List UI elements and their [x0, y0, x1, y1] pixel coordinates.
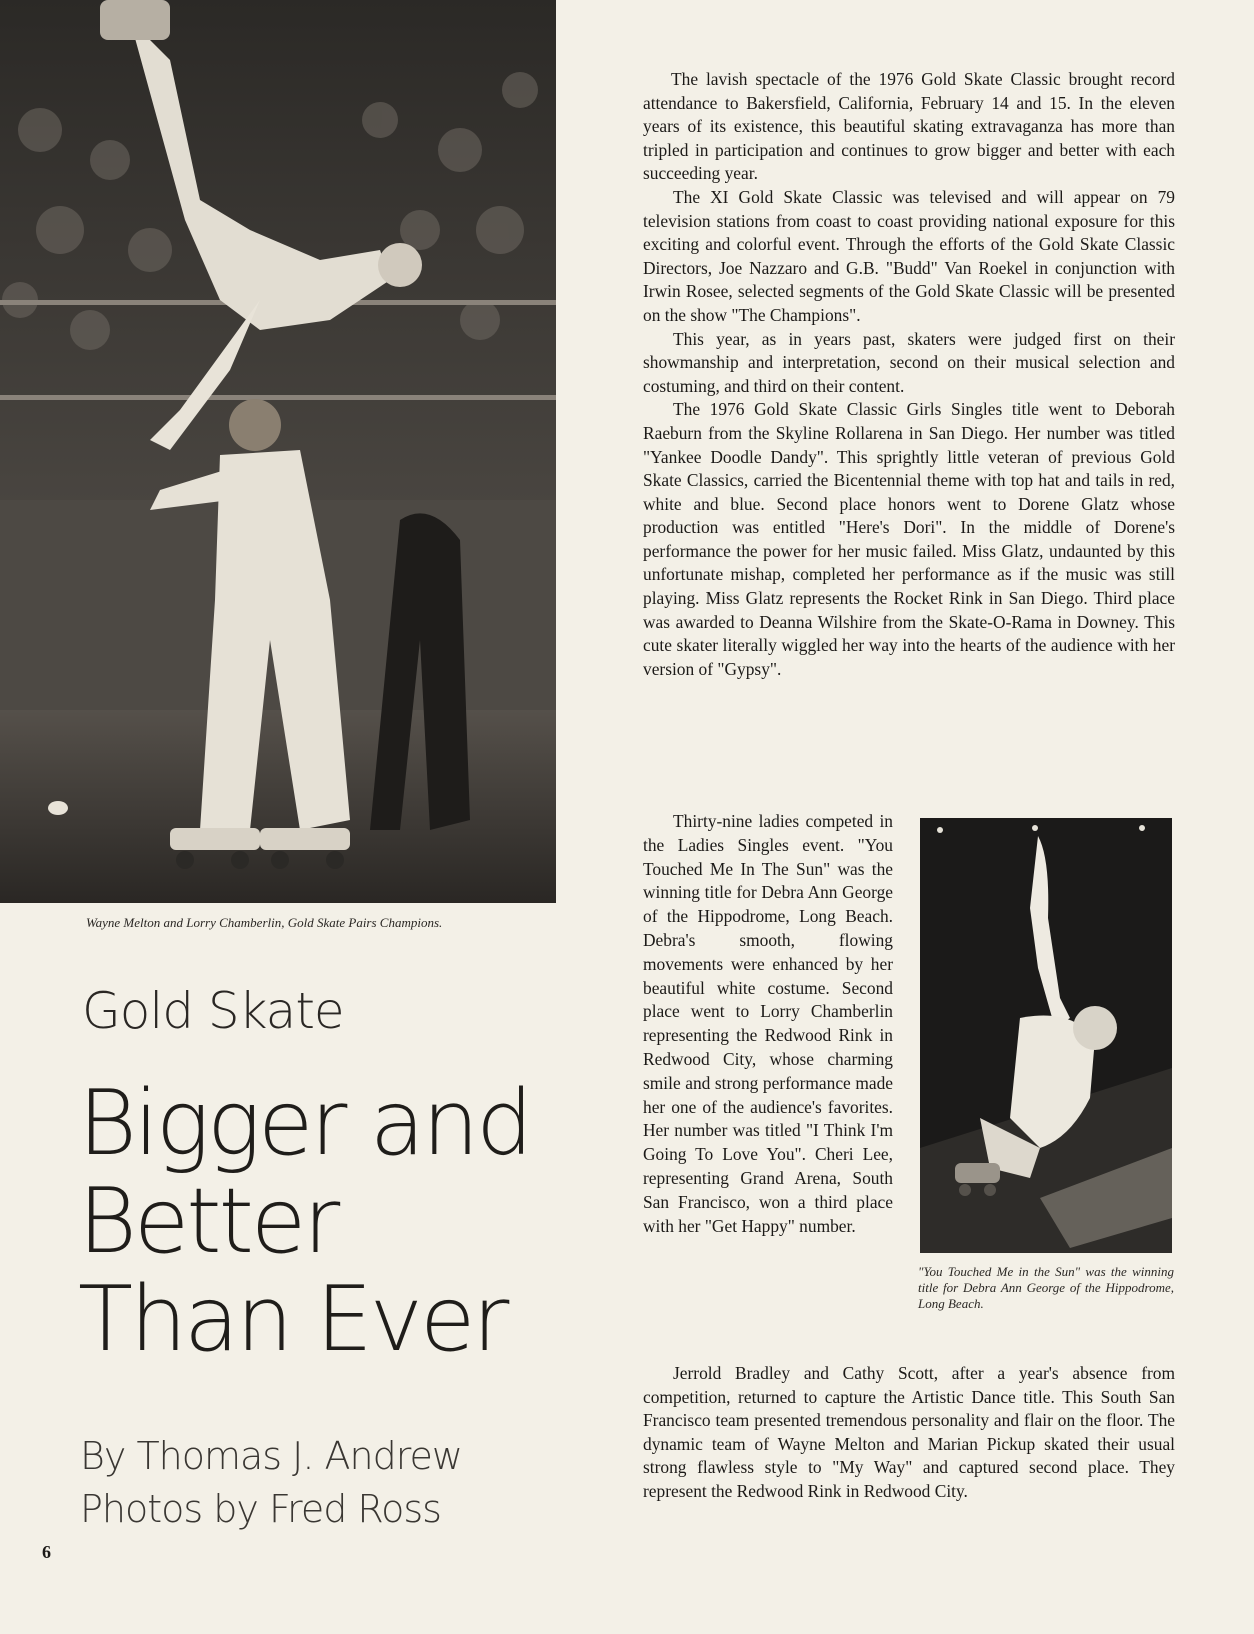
byline-author: By Thomas J. Andrew [80, 1434, 462, 1478]
article-body-upper [643, 68, 1175, 681]
byline-photos: Photos by Fred Ross [80, 1487, 441, 1531]
article-paragraph: Thirty-nine ladies competed in the Ladies Singles event. "You Touched Me In The Sun" was the winning title for Debra Ann George of the Hippodrome, Long Beach. Debra's smooth, flowing movements were enhanced by her beautiful white costume. Second place went to Lorry Chamberlin representing the Redwood Rink in Redwood City, whose charming smile and strong performance made her one of the audience's favorites. Her number was titled "I Think I'm Going To Love You". Cheri Lee, representing Grand Arena, South San Francisco, won a third place with her "Get Happy" number. [643, 811, 893, 1236]
pairs-skaters-photo [0, 0, 556, 903]
article-paragraph: The lavish spectacle of the 1976 Gold Skate Classic brought record attendance to Bakersfield, California, February 14 and 15. In the eleven years of its existence, this beautiful skating extravaganza has more than tripled in participation and continues to grow bigger and better with each succeeding year. [643, 69, 1175, 184]
article-paragraph: The 1976 Gold Skate Classic Girls Singles title went to Deborah Raeburn from the Skyline Rollarena in San Diego. Her number was titled "Yankee Doodle Dandy". This sprightly little veteran of previous Gold Skate Classics, carried the Bicentennial theme with top hat and tails in red, white and blue. Second place honors went to Dorene Glatz whose production was entitled "Here's Dori". In the middle of Dorene's performance the power for her music failed. Miss Glatz, undaunted by this unfortunate mishap, completed her performance as if the music was still playing. Miss Glatz represents the Rocket Rink in San Diego. Third place was awarded to Deanna Wilshire from the Skate-O-Rama in Downey. This cute skater literally wiggled her way into the hearts of the audience with her version of "Gypsy". [643, 399, 1175, 679]
headline: Bigger and Better Than Ever [78, 1071, 531, 1372]
article-body-lower [643, 1362, 1175, 1504]
kicker-title: Gold Skate [82, 982, 344, 1040]
article-body-narrow [643, 810, 893, 1238]
article-paragraph: The XI Gold Skate Classic was televised and will appear on 79 television stations from coast to coast providing national exposure for this exciting and colorful event. Through the efforts of the Gold Skate Classic Directors, Joe Nazzaro and G.B. "Budd" Van Roekel in conjunction with Irwin Rosee, selected segments of the Gold Skate Classic will be presented on the show "The Champions". [643, 186, 1175, 325]
page-number: 6 [42, 1542, 51, 1562]
solo-skater-photo [920, 818, 1172, 1253]
solo-skater-illustration [920, 818, 1172, 1253]
pairs-skaters-illustration [0, 0, 556, 903]
article-paragraph: Jerrold Bradley and Cathy Scott, after a year's absence from competition, returned to capture the Artistic Dance title. This South San Francisco team presented tremendous personality and flair on the floor. The dynamic team of Wayne Melton and Marian Pickup skated their usual strong flawless style to "My Way" and captured second place. They represent the Redwood Rink in Redwood City. [643, 1363, 1175, 1501]
solo-photo-caption: "You Touched Me in the Sun" was the winning title for Debra Ann George of the Hippodrome, Long Beach. [918, 1264, 1174, 1311]
main-photo-caption: Wayne Melton and Lorry Chamberlin, Gold Skate Pairs Champions. [86, 915, 443, 930]
article-paragraph: This year, as in years past, skaters were judged first on their showmanship and interpretation, second on their musical selection and costuming, and third on their content. [643, 328, 1175, 396]
